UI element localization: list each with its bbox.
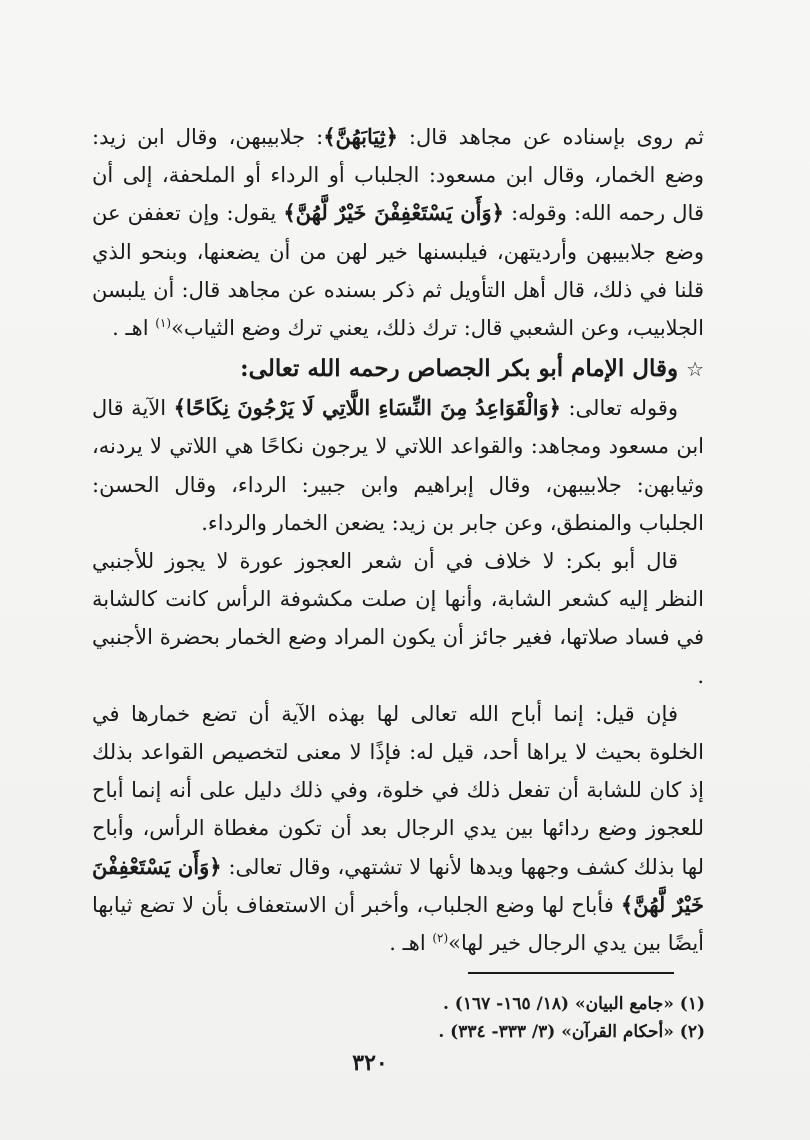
quran-quote: ﴿ثِيَابَهُنَّ﴾ [323,124,398,149]
text-segment: فأباح لها وضع الجلباب، وأخبر أن الاستعفاف بأن لا تضع ثيابها أيضًا بين يدي الرجال خير لها» [92,892,704,956]
paragraph-mujahid [92,118,704,347]
footnote-ref: (١) [155,316,172,331]
text-segment: وقوله تعالى: [560,396,678,421]
quran-quote: ﴿وَأَن يَسْتَعْفِفْنَ خَيْرٌ لَّهُنَّ﴾ [283,200,504,226]
heading-text: وقال الإمام أبو بكر الجصاص رحمه الله تعالى: [240,355,679,383]
main-text [92,118,704,962]
text-segment: : جلابيبهن، وقال ابن زيد: وضع الخمار، وقال ابن مسعود: الجلباب أو الرداء أو الملحفة، إلى أن قال رحمه الله: وقوله: [92,125,704,226]
footnotes [330,990,705,1046]
footnote-ref: (٢) [432,931,449,946]
text-segment: يقول: وإن تعففن عن وضع جلابيبهن وأرديتهن، فيلبسنها خير لهن من أن يضعنها، وبنحو الذي قلنا في ذلك، قال أهل التأويل ثم ذكر بسنده عن مجاهد قال: أن يلبسن الجلابيب، وعن الشعبي قال: ترك ذلك، يعني ترك وضع الثياب» [92,201,704,341]
text-segment: فإن قيل: إنما أباح الله تعالى لها بهذه الآية أن تضع خمارها في الخلوة بحيث لا يراها أحد، قيل له: فإذًا لا معنى لتخصيص القواعد بذلك إذ كان للشابة أن تفعل ذلك في خلوة، وفي ذلك دليل على أنه إنما أباح للعجوز وضع ردائها بين يدي الرجال بعد أن تكون مغطاة الرأس، وأباح لها بذلك كشف وجهها ويدها لأنها لا تشتهي، وقال تعالى: [92,701,704,879]
paragraph-qawaid [92,389,704,542]
footnote-divider [468,972,674,974]
footnote-2: (٢) «أحكام القرآن» (٣/ ٣٣٣- ٣٣٤) . [438,1022,705,1042]
page-number: ٣٢٠ [352,1050,388,1076]
text-segment: اهـ . [112,316,156,341]
text-segment: قال أبو بكر: لا خلاف في أن شعر العجوز عورة لا يجوز للأجنبي النظر إليه كشعر الشابة، وأنها إن صلت مكشوفة الرأس كانت كالشابة في فساد صلاتها، فغير جائز أن يكون المراد وضع الخمار بحضرة الأجنبي . [92,549,704,688]
text-segment: الآية قال ابن مسعود ومجاهد: والقواعد اللاتي لا يرجون نكاحًا هي اللاتي لا يردنه، وثيابهن: جلابيبهن، وقال إبراهيم وابن جبير: الرداء، وقال الحسن: الجلباب والمنطق، وعن جابر بن زيد: يضعن الخمار والرداء. [92,396,704,535]
paragraph-abu-bakr [92,542,704,695]
quran-quote: ﴿وَالْقَوَاعِدُ مِنَ النِّسَاءِ اللَّاتِي لَا يَرْجُونَ نِكَاحًا﴾ [173,395,561,421]
section-heading [92,349,704,389]
paragraph-objection [92,695,704,962]
quran-quote: ﴿وَأَن يَسْتَعْفِفْنَ خَيْرٌ لَّهُنَّ﴾ [92,853,704,917]
text-segment: اهـ . [389,931,433,956]
footnote-1: (١) «جامع البيان» (١٨/ ١٦٥- ١٦٧) . [442,994,705,1014]
text-segment: ثم روى بإسناده عن مجاهد قال: [397,125,705,149]
star-icon: ☆ [686,357,704,382]
